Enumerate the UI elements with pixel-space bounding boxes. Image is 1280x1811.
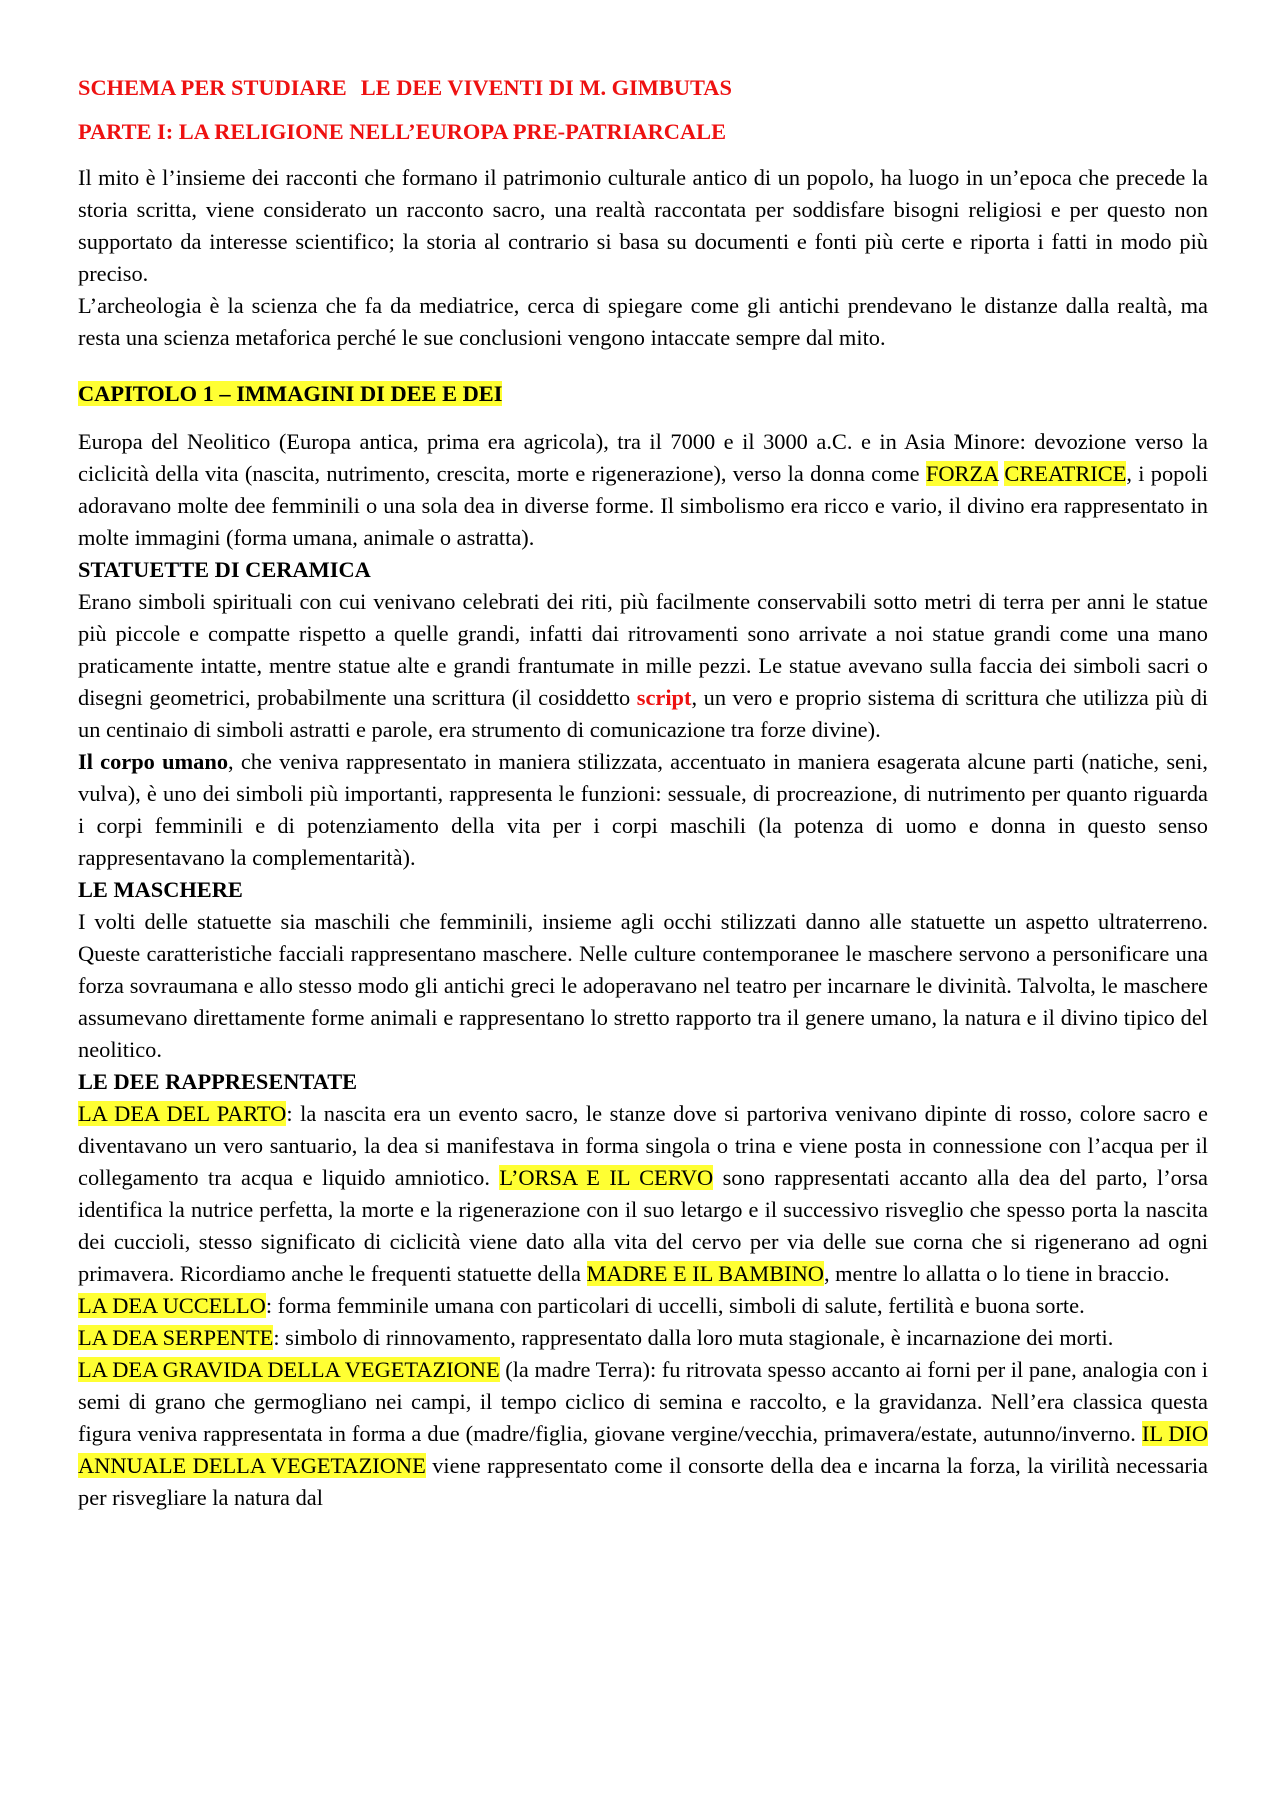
subheading-dee: LE DEE RAPPRESENTATE [78,1069,358,1094]
dea-gravida-paragraph: LA DEA GRAVIDA DELLA VEGETAZIONE (la madre Terra): fu ritrovata spesso accanto ai forni per il pane, analogia con i semi di grano che germogliano nei campi, il tempo ciclico di semina e raccolto, e la gravidanza. Nell’era classica questa figura veniva rappresentata in forma a due (madre/figlia, giovane vergine/vecchia, primavera/estate, autunno/inverno. IL DIO ANNUALE DELLA VEGETAZIONE viene rappresentato come il consorte della dea e incarna la forza, la virilità necessaria per risvegliare la natura dal [78,1357,1208,1510]
script-term: script [636,685,692,710]
highlight-forza: FORZA [925,461,999,486]
subheading-maschere: LE MASCHERE [78,877,243,902]
highlight-orsa-cervo: L’ORSA E IL CERVO [499,1165,714,1190]
corpo-umano-paragraph: Il corpo umano, che veniva rappresentato in maniera stilizzata, accentuato in maniera esagerata alcune parti (natiche, seni, vulva), è uno dei simboli più importanti, rappresenta le funzioni: sessuale, di procreazione, di nutrimento per quanto riguarda i corpi femminili e di potenziamento della vita per i corpi maschili (la potenza di uomo e donna in questo senso rappresentavano la complementarità). [78,749,1208,870]
highlight-dea-parto: LA DEA DEL PARTO [78,1101,287,1126]
highlight-creatrice: CREATRICE [1004,461,1127,486]
dea-serpente-paragraph: LA DEA SERPENTE: simbolo di rinnovamento, rappresentato dalla loro muta stagionale, è incarnazione dei morti. [78,1325,1114,1350]
highlight-dea-uccello: LA DEA UCCELLO [78,1293,266,1318]
neolithic-paragraph: Europa del Neolitico (Europa antica, prima era agricola), tra il 7000 e il 3000 a.C. e in Asia Minore: devozione verso la ciclicità della vita (nascita, nutrimento, crescita, morte e rigenerazione), verso la donna come FORZA CREATRICE, i popoli adoravano molte dee femminili o una sola dea in diverse forme. Il simbolismo era ricco e vario, il divino era rappresentato in molte immagini (forma umana, animale o astratta). [78,429,1208,550]
highlight-madre-bambino: MADRE E IL BAMBINO [586,1261,824,1286]
part-title: PARTE I: LA RELIGIONE NELL’EUROPA PRE-PATRIARCALE [78,119,727,144]
intro-paragraph-2: L’archeologia è la scienza che fa da mediatrice, cerca di spiegare come gli antichi prendevano le distanze dalla realtà, ma resta una scienza metaforica perché le sue conclusioni vengono intaccate sempre dal mito. [78,293,1208,350]
dea-uccello-paragraph: LA DEA UCCELLO: forma femminile umana con particolari di uccelli, simboli di salute, fertilità e buona sorte. [78,1293,1085,1318]
subheading-statuette: STATUETTE DI CERAMICA [78,557,371,582]
highlight-dea-gravida: LA DEA GRAVIDA DELLA VEGETAZIONE [78,1357,500,1382]
dea-parto-paragraph: LA DEA DEL PARTO: la nascita era un evento sacro, le stanze dove si partoriva venivano dipinte di rosso, colore sacro e diventavano un vero santuario, la dea si manifestava in forma singola o trina e viene posta in connessione con l’acqua per il collegamento tra acqua e liquido amniotico. L’ORSA E IL CERVO sono rappresentati accanto alla dea del parto, l’orsa identifica la nutrice perfetta, la morte e la rigenerazione con il suo letargo e il successivo risveglio che spesso porta la nascita dei cuccioli, stesso significato di ciclicità viene dato alla vita del cervo per via delle sue corna che si rigenerano ad ogni primavera. Ricordiamo anche le frequenti statuette della MADRE E IL BAMBINO, mentre lo allatta o lo tiene in braccio. [78,1101,1208,1286]
chapter-heading: CAPITOLO 1 – IMMAGINI DI DEE E DEI [78,381,503,406]
intro-paragraph-1: Il mito è l’insieme dei racconti che formano il patrimonio culturale antico di un popolo, ha luogo in un’epoca che precede la storia scritta, viene considerato un racconto sacro, una realtà raccontata per soddisfare bisogni religiosi e per questo non supportato da interesse scientifico; la storia al contrario si basa su documenti e fonti più certe e riporta i fatti in modo più preciso. [78,165,1208,286]
statuette-paragraph: Erano simboli spirituali con cui venivano celebrati dei riti, più facilmente conservabili sotto metri di terra per anni le statue più piccole e compatte rispetto a quelle grandi, infatti dai ritrovamenti sono arrivate a noi statue grandi come una mano praticamente intatte, mentre statue alte e grandi frantumate in mille pezzi. Le statue avevano sulla faccia dei simboli sacri o disegni geometrici, probabilmente una scrittura (il cosiddetto script, un vero e proprio sistema di scrittura che utilizza più di un centinaio di simboli astratti e parole, era strumento di comunicazione tra forze divine). [78,589,1208,742]
highlight-dea-serpente: LA DEA SERPENTE [78,1325,274,1350]
highlight-dio-annuale: IL DIO ANNUALE DELLA VEGETAZIONE [78,1421,1208,1478]
maschere-paragraph: I volti delle statuette sia maschili che femminili, insieme agli occhi stilizzati danno alle statuette un aspetto ultraterreno. Queste caratteristiche facciali rappresentano maschere. Nelle culture contemporanee le maschere servono a personificare una forza sovraumana e allo stesso modo gli antichi greci le adoperavano nel teatro per incarnare le divinità. Talvolta, le maschere assumevano direttamente forme animali e rappresentano lo stretto rapporto tra il genere umano, la natura e il divino tipico del neolitico. [78,909,1208,1062]
document-page [78,72,1208,1514]
document-title: SCHEMA PER STUDIARE LE DEE VIVENTI DI M. GIMBUTAS [78,75,732,100]
